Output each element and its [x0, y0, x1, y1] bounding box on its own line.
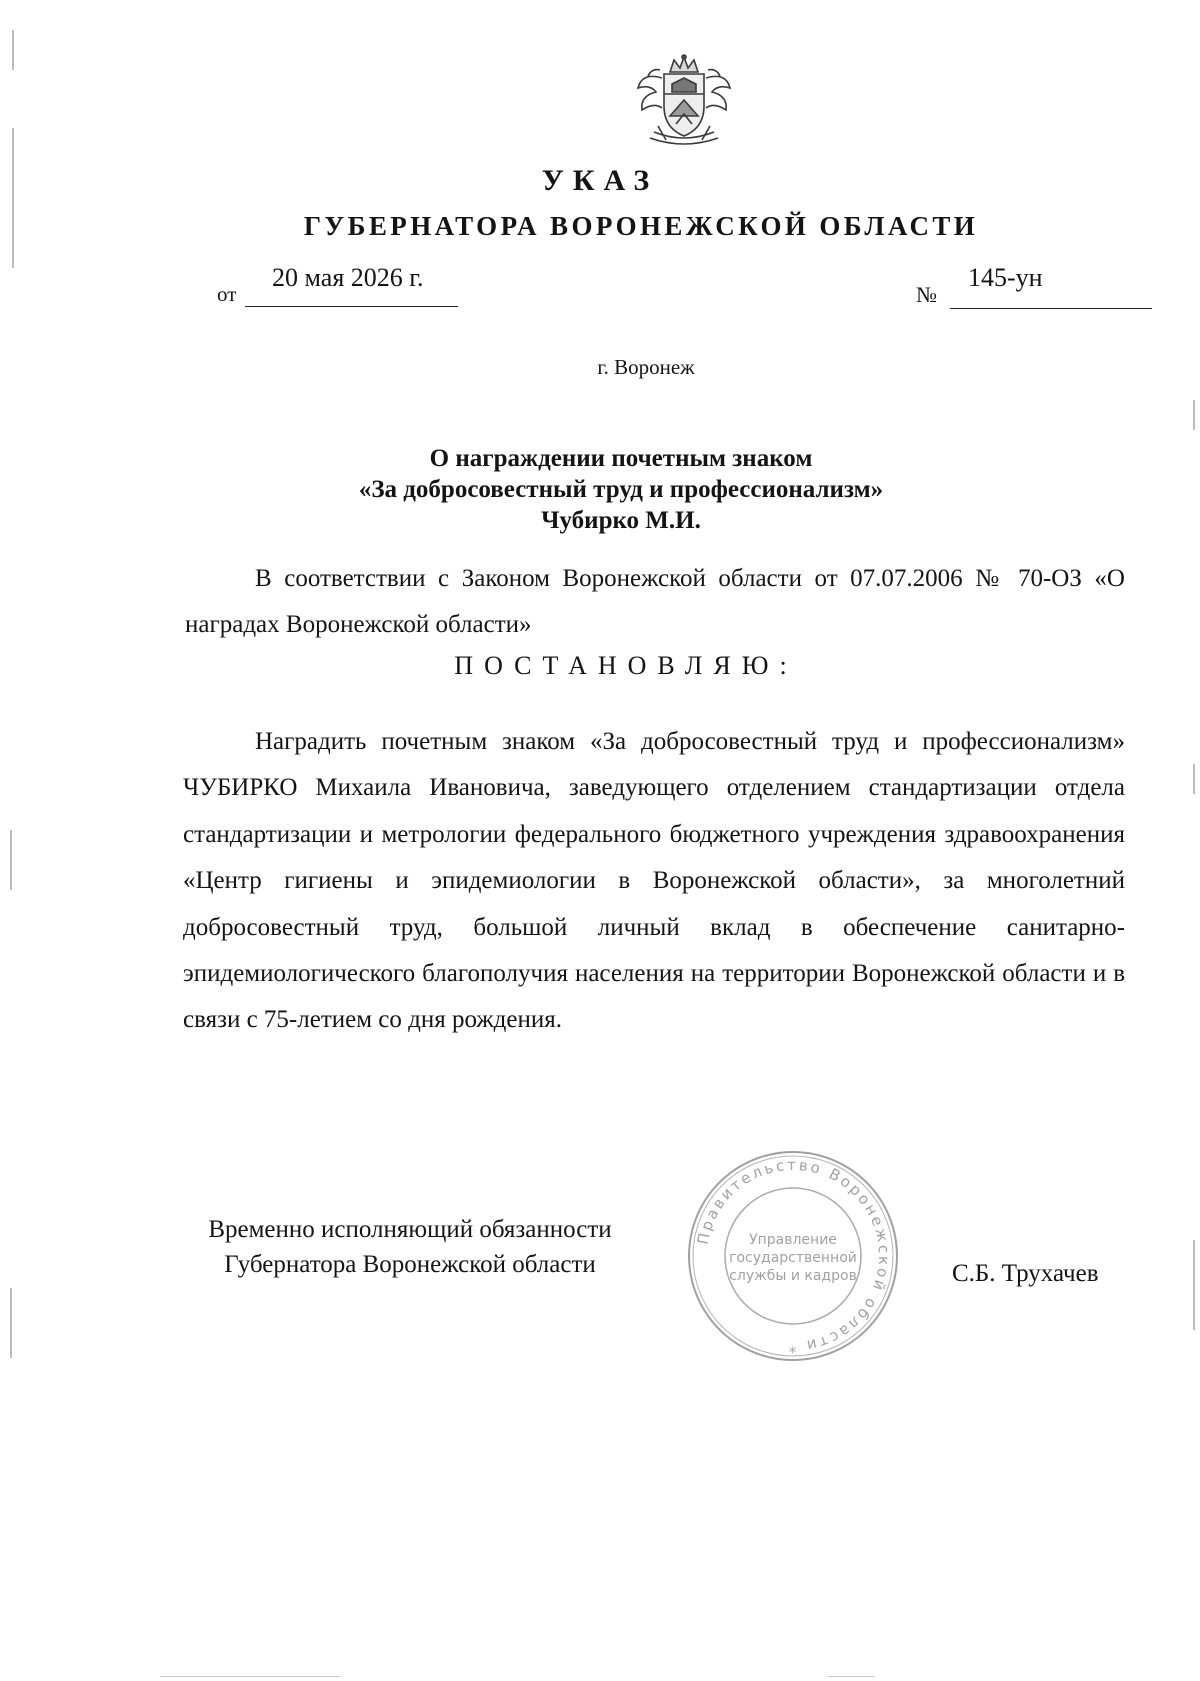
number-underline — [950, 308, 1152, 309]
scan-foot-mark — [828, 1676, 874, 1677]
svg-text:государственной: государственной — [729, 1250, 857, 1266]
subject-line-3: Чубирко М.И. — [541, 507, 701, 534]
voronezh-coat-of-arms-icon — [628, 54, 740, 150]
scan-foot-mark — [160, 1676, 340, 1677]
scan-edge-mark — [12, 128, 14, 268]
signer-position-line-2: Губернатора Воронежской области — [224, 1251, 596, 1278]
svg-text:Управление: Управление — [749, 1232, 837, 1248]
decree-subject — [0, 443, 1200, 536]
svg-text:Правительство Воронежской обла: Правительство Воронежской области * — [693, 1155, 894, 1357]
svg-text:службы и кадров: службы и кадров — [729, 1268, 857, 1284]
scan-edge-mark — [1193, 764, 1195, 794]
scan-edge-mark — [10, 1288, 12, 1358]
official-stamp — [685, 1148, 901, 1364]
preamble-paragraph: В соответствии с Законом Воронежской области от 07.07.2006 № 70-ОЗ «О наградах Воронежской области» — [185, 565, 1125, 638]
decree-date: 20 мая 2026 г. — [272, 263, 424, 292]
date-underline — [245, 306, 458, 307]
scan-edge-mark — [12, 30, 14, 70]
number-prefix: № — [916, 282, 937, 307]
scan-edge-mark — [1193, 400, 1195, 430]
issue-city: г. Воронеж — [597, 355, 695, 379]
scan-edge-mark — [10, 830, 12, 890]
resolve-heading: ПОСТАНОВЛЯЮ: — [454, 651, 798, 680]
signer-name: С.Б. Трухачев — [952, 1260, 1099, 1287]
scan-edge-mark — [1193, 1240, 1195, 1330]
decree-number: 145-ун — [968, 263, 1043, 292]
signer-position — [170, 1212, 650, 1282]
issuer-title: ГУБЕРНАТОРА ВОРОНЕЖСКОЙ ОБЛАСТИ — [303, 211, 979, 241]
subject-line-2: «За добросовестный труд и профессионализм» — [358, 476, 884, 503]
date-prefix: от — [217, 282, 237, 306]
signer-position-line-1: Временно исполняющий обязанности — [208, 1216, 612, 1243]
subject-line-1: О награждении почетным знаком — [429, 445, 813, 472]
decree-paragraph: Наградить почетным знаком «За добросовестный труд и профессионализм» ЧУБИРКО Михаила Ивановича, заведующего отделением стандартизации отдела стандартизации и метрологии федерального бюджетного учреждения здравоохранения «Центр гигиены и эпидемиологии в Воронежской области», за многолетний добросовестный труд, большой личный вклад в обеспечение санитарно-эпидемиологического благополучия населения на территории Воронежской области и в связи с 75-летием со дня рождения. — [183, 728, 1125, 1034]
document-type-title: УКАЗ — [541, 164, 659, 197]
